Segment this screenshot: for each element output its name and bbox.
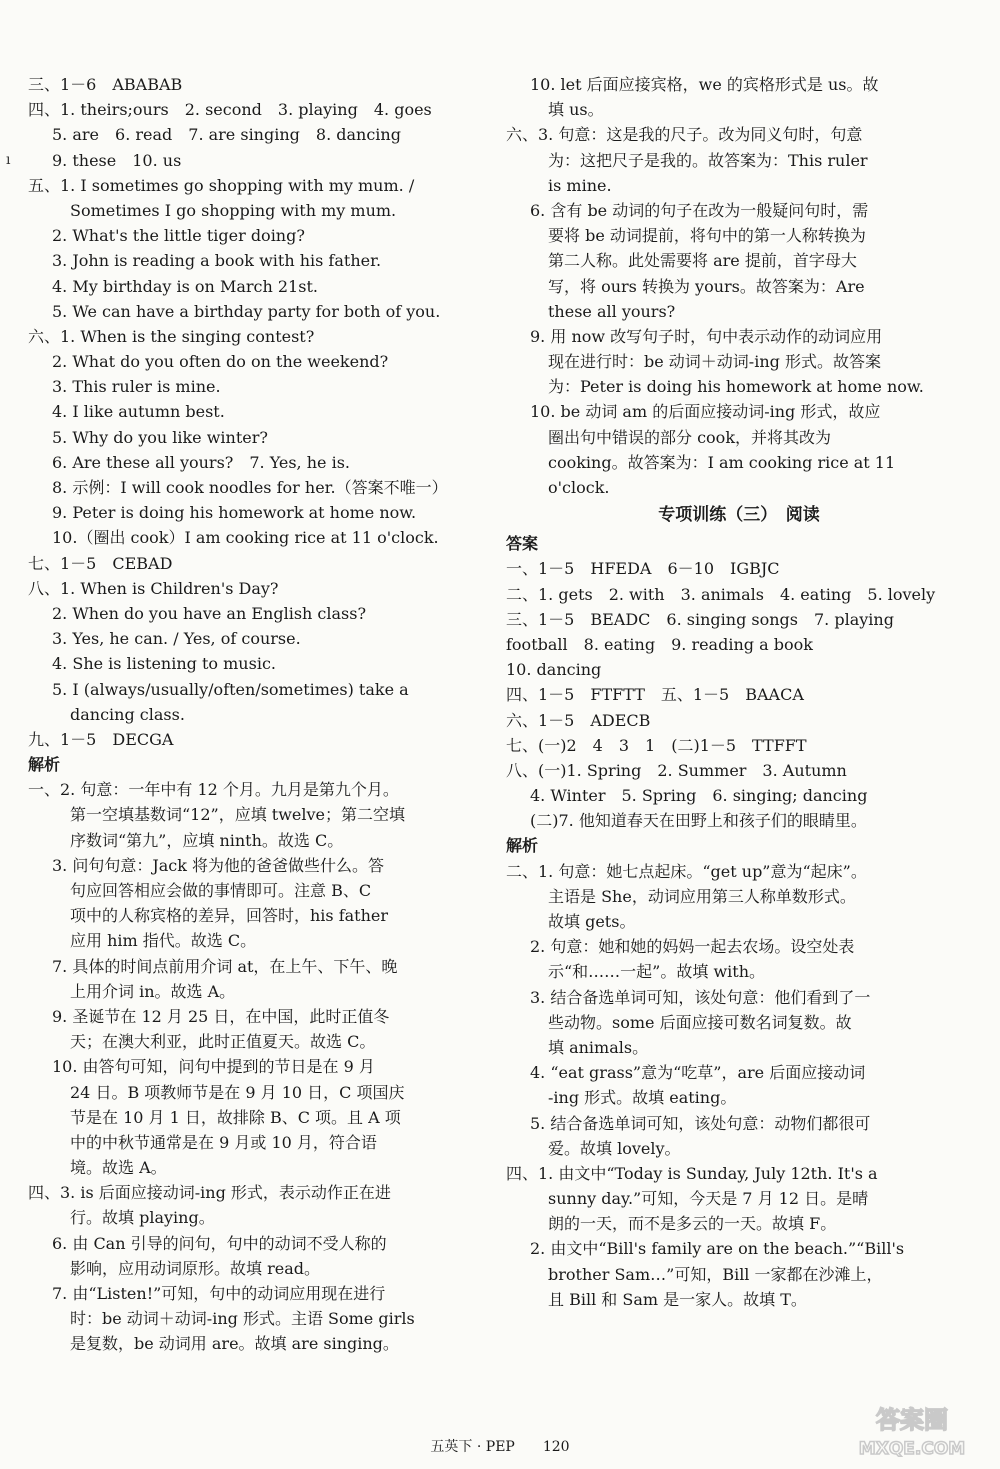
watermark-bottom: MXQE.COM [858,1439,966,1459]
answer-line: 10. let 后面应接宾格，we 的宾格形式是 us。故 [530,75,879,94]
answer-line: 8. 示例：I will cook noodles for her.（答案不唯一） [52,478,448,497]
answer-line: 八、(一)1. Spring 2. Summer 3. Autumn [506,760,847,780]
answer-line: 应用 him 指代。故选 C。 [70,931,257,951]
answer-line: 3. 问句句意：Jack 将为他的爸爸做些什么。答 [52,855,385,875]
answer-line: 6. 含有 be 动词的句子在改为一般疑问句时，需 [530,200,869,220]
previous-section-notes [506,72,972,500]
margin-mark: ı [6,152,11,168]
answer-line: 3. 结合备选单词可知，该处句意：他们看到了一 [530,987,871,1007]
answer-line: 爱。故填 lovely。 [548,1138,681,1158]
reading-section [506,531,972,1312]
answer-line: 2. What do you often do on the weekend? [52,352,389,372]
answer-line: 项中的人称宾格的差异，回答时，his father [70,906,389,926]
answer-line: 要将 be 动词提前，将句中的第一人称转换为 [548,226,866,246]
answer-line: 9. 用 now 改写句子时，句中表示动作的动词应用 [530,326,883,346]
answer-line: 4. I like autumn best. [52,402,225,422]
answer-line: o'clock. [548,478,610,497]
answer-line: 10.（圈出 cook）I am cooking rice at 11 o'clock. [52,528,439,548]
answer-line: 现在进行时：be 动词＋动词-ing 形式。故答案 [548,352,881,372]
answer-line: 三、1－6 ABABAB [28,75,183,94]
answer-line: 10. dancing [506,660,602,680]
answer-line: 四、3. is 后面应接动词-ing 形式，表示动作正在进 [28,1183,391,1203]
answer-line: 七、1－5 CEBAD [28,553,173,573]
answer-line: 九、1－5 DECGA [28,729,174,749]
answer-line: 填 us。 [548,100,604,120]
answer-line: 第一空填基数词“12”，应填 twelve；第二空填 [70,805,406,825]
answer-line: 四、1. 由文中“Today is Sunday, July 12th. It's a [506,1163,878,1183]
answer-line: 八、1. When is Children's Day? [28,578,279,598]
answer-line: -ing 形式。故填 eating。 [548,1088,737,1108]
answer-line: 10. 由答句可知，问句中提到的节日是在 9 月 [52,1057,375,1077]
answer-line: 5. I (always/usually/often/sometimes) take a [52,679,409,699]
answer-line: 句应回答相应会做的事情即可。注意 B、C [70,881,372,900]
answer-line: 4. Winter 5. Spring 6. singing; dancing [530,786,868,806]
answer-line: 写，将 ours 转换为 yours。故答案为：Are [548,276,865,296]
answer-line: (二)7. 他知道春天在田野上和孩子们的眼睛里。 [530,811,867,831]
answer-line: 2. 句意：她和她的妈妈一起去农场。设空处表 [530,937,855,957]
answer-line: 5. 结合备选单词可知，该处句意：动物们都很可 [530,1113,871,1133]
answer-line: 主语是 She，动词应用第三人称单数形式。 [548,886,856,906]
answer-line: 序数词“第九”，应填 ninth。故选 C。 [70,830,344,850]
answer-line: 9. these 10. us [52,150,182,170]
answer-line: 三、1－5 BEADC 6. singing songs 7. playing [506,609,894,629]
answer-line: dancing class. [70,704,185,724]
answer-line: brother Sam…”可知，Bill 一家都在沙滩上， [548,1264,883,1284]
answer-line: 4. My birthday is on March 21st. [52,276,318,296]
section-heading: 答案 [506,534,539,554]
answer-line: 6. 由 Can 引导的问句，句中的动词不受人称的 [52,1233,387,1253]
answer-line: 是复数，be 动词用 are。故填 are singing。 [70,1334,399,1354]
answer-line: 天；在澳大利亚，此时正值夏天。故选 C。 [70,1032,376,1052]
answer-line: 6. Are these all yours? 7. Yes, he is. [52,452,351,472]
page-footer: 五英下 · PEP 120 [430,1439,570,1455]
answer-line: 2. When do you have an English class? [52,603,367,623]
answer-line: 四、1. theirs;ours 2. second 3. playing 4. goes [28,100,432,120]
answer-line: 10. be 动词 am 的后面应接动词-ing 形式，故应 [530,402,881,422]
answer-line: 故填 gets。 [548,912,636,931]
answer-line: 为：这把尺子是我的。故答案为：This ruler [548,150,868,170]
answer-line: 示“和……一起”。故填 with。 [548,962,765,982]
answer-line: 一、2. 句意：一年中有 12 个月。九月是第九个月。 [28,780,399,800]
answer-line: 为：Peter is doing his homework at home now. [548,377,924,397]
answer-line: is mine. [548,175,612,195]
answer-line: 节是在 10 月 1 日，故排除 B、C 项。且 A 项 [70,1107,401,1127]
answer-line: 一、1－5 HFEDA 6－10 IGBJC [506,559,780,579]
answer-line: 四、1－5 FTFTT 五、1－5 BAACA [506,685,804,705]
section-heading: 解析 [28,755,61,775]
answer-line: 24 日。B 项教师节是在 9 月 10 日，C 项国庆 [70,1082,405,1102]
answer-line: 7. 由“Listen!”可知，句中的动词应用现在进行 [52,1284,386,1303]
answer-line: 9. Peter is doing his homework at home now. [52,503,417,523]
answer-line: 5. Why do you like winter? [52,427,268,447]
watermark-top: 答案圈 [876,1406,948,1434]
answer-line: sunny day.”可知，今天是 7 月 12 日。是晴 [548,1189,869,1209]
answer-line: 境。故选 A。 [70,1158,167,1178]
answer-line: cooking。故答案为：I am cooking rice at 11 [548,452,896,472]
answer-line: 六、3. 句意：这是我的尺子。改为同义句时，句意 [506,125,863,145]
answer-line: these all yours? [548,301,676,321]
section-title: 专项训练（三） 阅读 [658,505,820,526]
answer-line: 4. She is listening to music. [52,654,276,674]
answer-line: 9. 圣诞节在 12 月 25 日，在中国，此时正值冬 [52,1006,390,1026]
answer-line: 7. 具体的时间点前用介词 at，在上午、下午、晚 [52,956,398,976]
answer-line: 圈出句中错误的部分 cook，并将其改为 [548,427,832,447]
watermark-logo [842,1402,982,1460]
answer-line: 5. are 6. read 7. are singing 8. dancing [52,125,401,145]
answer-line: 且 Bill 和 Sam 是一家人。故填 T。 [548,1289,807,1309]
right-column [506,72,972,1312]
answer-line: 二、1. gets 2. with 3. animals 4. eating 5. lovely [506,584,936,604]
answer-line: 3. Yes, he can. / Yes, of course. [52,629,301,649]
answer-line: 2. 由文中“Bill's family are on the beach.”“Bill's [530,1239,905,1259]
answer-line: 上用介词 in。故选 A。 [70,981,236,1001]
left-column [28,72,488,1357]
answer-line: 行。故填 playing。 [70,1208,215,1228]
answer-line: 中的中秋节通常是在 9 月或 10 月，符合语 [70,1132,377,1152]
answer-line: 时：be 动词＋动词-ing 形式。主语 Some girls [70,1309,415,1329]
answer-line: 些动物。some 后面应接可数名词复数。故 [548,1012,852,1032]
answer-line: 5. We can have a birthday party for both of you. [52,301,441,321]
answer-line: 六、1－5 ADECB [506,710,651,730]
answer-line: 七、(一)2 4 3 1 (二)1－5 TTFFT [506,735,807,755]
answer-line: 六、1. When is the singing contest? [28,326,315,346]
answer-line: football 8. eating 9. reading a book [506,634,813,654]
answer-line: Sometimes I go shopping with my mum. [70,200,397,220]
answer-line: 五、1. I sometimes go shopping with my mum. / [28,175,415,195]
answer-line: 填 animals。 [548,1037,649,1057]
answer-line: 2. What's the little tiger doing? [52,226,305,246]
answer-line: 4. “eat grass”意为“吃草”，are 后面应接动词 [530,1063,866,1083]
answer-line: 影响，应用动词原形。故填 read。 [70,1258,320,1278]
answer-line: 3. John is reading a book with his father. [52,251,382,271]
answer-line: 二、1. 句意：她七点起床。“get up”意为“起床”。 [506,861,867,881]
section-heading: 解析 [506,836,539,856]
answer-line: 朗的一天，而不是多云的一天。故填 F。 [548,1214,837,1234]
answer-line: 第二人称。此处需要将 are 提前，首字母大 [548,251,857,271]
answer-line: 3. This ruler is mine. [52,377,221,397]
